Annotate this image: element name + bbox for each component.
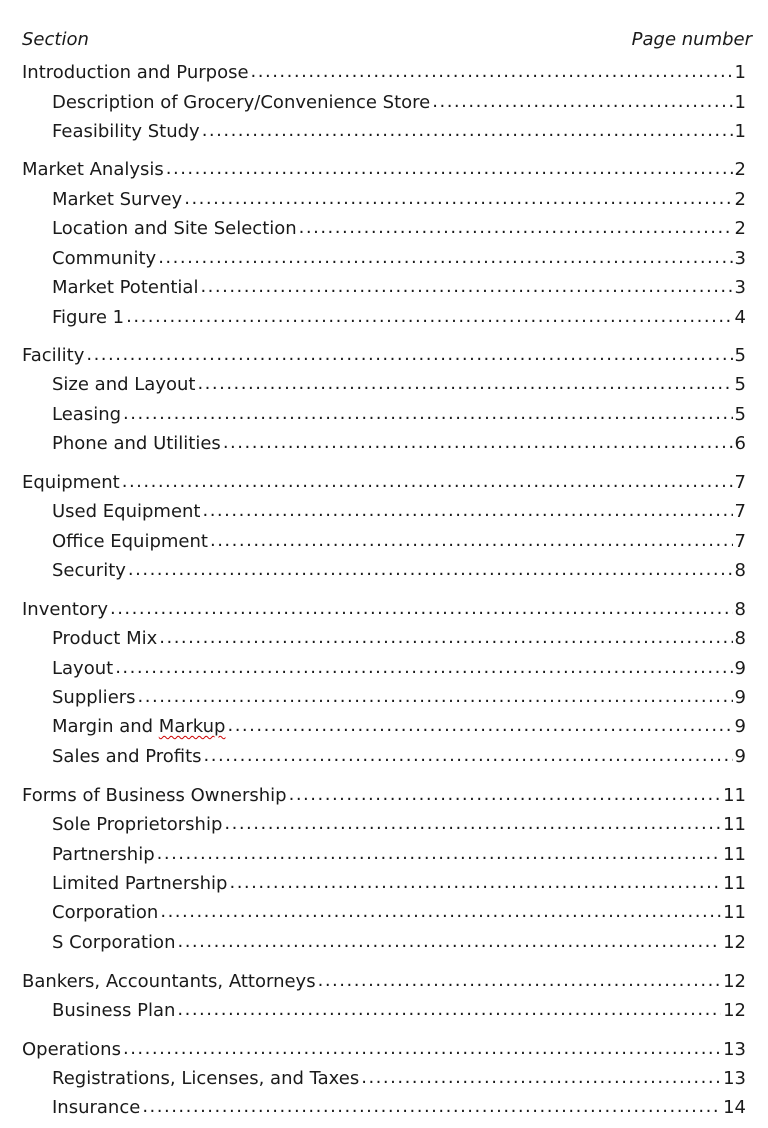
dot-leader [126, 304, 732, 330]
dot-leader [200, 274, 732, 300]
dot-leader [159, 625, 732, 651]
dot-leader [210, 528, 733, 554]
dot-leader [123, 401, 733, 427]
toc-page-number: 11 [723, 785, 746, 806]
toc-page-number: 8 [734, 599, 746, 620]
dot-leader [299, 215, 733, 241]
toc-entry-title: Suppliers [52, 687, 136, 708]
toc-page-number: 8 [734, 560, 746, 581]
dot-leader [142, 1094, 721, 1120]
toc-page-number: 11 [723, 873, 746, 894]
toc-entry [22, 597, 746, 623]
toc-entry [22, 969, 746, 995]
toc-page-number: 3 [734, 248, 746, 269]
toc-entry-title: Market Potential [52, 277, 199, 298]
toc-entry-title: Sales and Profits [52, 746, 202, 767]
toc-entry-title: Market Analysis [22, 159, 164, 180]
toc-entry [22, 470, 746, 496]
toc-entry-title: Office Equipment [52, 531, 208, 552]
toc-entry-title: Business Plan [52, 1000, 176, 1021]
toc-page-number: 2 [734, 159, 746, 180]
toc-subentry [52, 119, 746, 145]
dot-leader [123, 1036, 721, 1062]
dot-leader [138, 684, 733, 710]
toc-subentry [52, 187, 746, 213]
toc-entry-title: Figure 1 [52, 307, 125, 328]
dot-leader [202, 118, 733, 144]
toc-page-number: 5 [734, 404, 746, 425]
dot-leader [177, 929, 721, 955]
toc-subentry [52, 744, 746, 770]
toc-entry-title: Description of Grocery/Convenience Store [52, 92, 431, 113]
toc-entry-title: Introduction and Purpose [22, 62, 249, 83]
toc-page-number: 8 [734, 628, 746, 649]
toc-entry-title: Bankers, Accountants, Attorneys [22, 971, 316, 992]
toc-page-number: 6 [734, 433, 746, 454]
toc-entry-title: Layout [52, 658, 114, 679]
toc-subentry [52, 499, 746, 525]
dot-leader [223, 430, 733, 456]
toc-entry-title: Community [52, 248, 157, 269]
toc-page-number: 12 [723, 971, 746, 992]
toc-entry-title: Equipment [22, 472, 120, 493]
toc-entry-title: Security [52, 560, 126, 581]
toc-subentry [52, 900, 746, 926]
toc-page-number: 1 [734, 62, 746, 83]
toc-page-number: 4 [734, 307, 746, 328]
toc-entry-title: Market Survey [52, 189, 183, 210]
toc-subentry [52, 216, 746, 242]
toc-entry-title: Used Equipment [52, 501, 201, 522]
toc-entry [22, 1037, 746, 1063]
toc-header [22, 28, 752, 52]
dot-leader [177, 997, 721, 1023]
toc-entry-title: Corporation [52, 902, 159, 923]
toc-page-number: 13 [723, 1068, 746, 1089]
toc-entry-title: Feasibility Study [52, 121, 200, 142]
toc-subentry [52, 685, 746, 711]
toc-subentry [52, 930, 746, 956]
dot-leader [289, 782, 721, 808]
dot-leader [86, 342, 732, 368]
dot-leader [432, 89, 732, 115]
page-number-column-label: Page number [631, 29, 752, 50]
toc-page-number: 9 [734, 658, 746, 679]
toc-subentry [52, 90, 746, 116]
toc-page-number: 13 [723, 1039, 746, 1060]
toc-page-number: 5 [734, 345, 746, 366]
dot-leader [227, 713, 732, 739]
toc-entry-title: Inventory [22, 599, 108, 620]
toc-entry-title: Forms of Business Ownership [22, 785, 287, 806]
toc-entry-title: Registrations, Licenses, and Taxes [52, 1068, 360, 1089]
toc-subentry [52, 714, 746, 740]
toc-entry-title: Facility [22, 345, 85, 366]
spellcheck-marked-word: Markup [158, 716, 226, 737]
dot-leader [110, 596, 733, 622]
dot-leader [197, 371, 732, 397]
toc-page-number: 12 [723, 932, 746, 953]
toc-subentry [52, 431, 746, 457]
toc-page-number: 3 [734, 277, 746, 298]
toc-page-number: 9 [734, 687, 746, 708]
toc-subentry [52, 1066, 746, 1092]
dot-leader [158, 245, 732, 271]
dot-leader [251, 59, 733, 85]
toc-entry-title: Sole Proprietorship [52, 814, 223, 835]
dot-leader [224, 811, 721, 837]
toc-subentry [52, 998, 746, 1024]
toc-page-number: 7 [734, 472, 746, 493]
toc-entry-title [52, 714, 225, 740]
toc-page-number: 12 [723, 1000, 746, 1021]
toc-entry-title: S Corporation [52, 932, 176, 953]
dot-leader [160, 899, 721, 925]
toc-subentry [52, 372, 746, 398]
toc-entry-title: Product Mix [52, 628, 158, 649]
dot-leader [115, 655, 732, 681]
toc-entry-title-text: Margin and [52, 716, 159, 737]
toc-subentry [52, 305, 746, 331]
toc-page-number: 11 [723, 814, 746, 835]
toc-page-number: 2 [734, 189, 746, 210]
dot-leader [318, 968, 722, 994]
toc-page-number: 11 [723, 902, 746, 923]
toc-page-number: 14 [723, 1097, 746, 1118]
toc-subentry [52, 626, 746, 652]
dot-leader [204, 743, 733, 769]
toc-subentry [52, 529, 746, 555]
toc-entry-title: Phone and Utilities [52, 433, 221, 454]
toc-page-number: 11 [723, 844, 746, 865]
toc-subentry [52, 246, 746, 272]
toc-subentry [52, 842, 746, 868]
toc-entry-title: Leasing [52, 404, 122, 425]
toc-page-number: 9 [734, 716, 746, 737]
toc-subentry [52, 1095, 746, 1121]
toc-subentry [52, 558, 746, 584]
dot-leader [361, 1065, 721, 1091]
toc-subentry [52, 656, 746, 682]
toc-entry-title: Operations [22, 1039, 121, 1060]
toc-subentry [52, 812, 746, 838]
toc-entry [22, 343, 746, 369]
toc-entry-title: Size and Layout [52, 374, 196, 395]
section-column-label: Section [22, 29, 89, 50]
toc-subentry [52, 402, 746, 428]
dot-leader [229, 870, 721, 896]
toc-subentry [52, 275, 746, 301]
toc-page-number: 1 [734, 121, 746, 142]
toc-page-number: 9 [734, 746, 746, 767]
toc-entry [22, 783, 746, 809]
toc-subentry [52, 871, 746, 897]
toc-entry [22, 60, 746, 86]
dot-leader [202, 498, 732, 524]
toc-page-number: 1 [734, 92, 746, 113]
dot-leader [122, 469, 733, 495]
toc-entry-title: Insurance [52, 1097, 141, 1118]
toc-page-number: 7 [734, 531, 746, 552]
dot-leader [166, 156, 733, 182]
dot-leader [157, 841, 721, 867]
dot-leader [184, 186, 732, 212]
toc-entry-title: Partnership [52, 844, 155, 865]
toc-entry-title: Location and Site Selection [52, 218, 297, 239]
toc-page-number: 2 [734, 218, 746, 239]
toc-entry-title: Limited Partnership [52, 873, 228, 894]
toc-page-number: 5 [734, 374, 746, 395]
toc-entry [22, 157, 746, 183]
dot-leader [128, 557, 733, 583]
toc-page-number: 7 [734, 501, 746, 522]
